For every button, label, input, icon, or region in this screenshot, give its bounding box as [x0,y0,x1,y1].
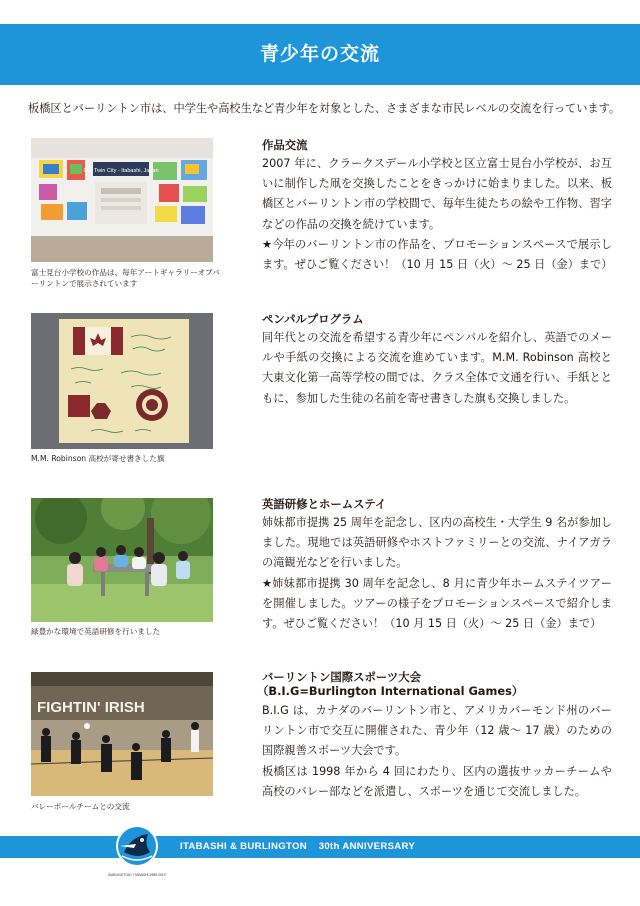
footer-anniversary-text: ITABASHI & BURLINGTON 30th ANNIVERSARY [180,841,416,852]
footer-band [0,836,640,858]
paragraph: ★姉妹都市提携 30 周年を記念し、8 月に青少年ホームステイツアーを開催しました。ツアーの様子をプロモーションスペースで紹介します。ぜひご覧ください！（10 月 15 日（火）～ 25 日（金）まで） [262,576,612,631]
logo-caption: BURLINGTON / ITABASHI 1989-2019 [108,873,166,877]
paragraph: ★今年のバーリントン市の作品を、プロモーションスペースで展示します。ぜひご覧ください！（10 月 15 日（火）～ 25 日（金）まで） [262,237,613,272]
gallery-banner-text: Our Twin City - Itabashi, Japan [83,168,159,174]
section-body-english-training [262,513,612,634]
section-title-big: バーリントン国際スポーツ大会 [262,670,422,684]
volleyball-gym-photo [31,672,213,796]
outdoor-class-photo [31,498,213,622]
header-band [0,24,640,85]
section-title-english-training: 英語研修とホームステイ [262,497,387,511]
paragraph: 板橋区は 1998 年から 4 回にわたり、区内の選抜サッカーチームや高校のバレー部などを派遣し、スポーツを通じて交流しました。 [262,764,612,798]
photo-caption-english-training: 緑豊かな環境で英語研修を行いました [31,627,161,636]
section-body-penpal [262,328,612,409]
section-title-penpal: ペンパルプログラム [262,312,364,326]
section-body-big [262,701,612,802]
section-body-artwork [262,154,612,275]
paragraph: 同年代との交流を希望する青少年にペンパルを紹介し、英語でのメールや手紙の交換による交流を進めています。M.M. Robinson 高校と大東文化第一高等学校の間では、クラス全体で文通を行い、手紙とともに、参加した生徒の名前を寄せ書きした旗も交換しました。 [262,331,612,405]
page-title: 青少年の交流 [259,43,380,65]
artwork-gallery-photo [31,138,213,262]
photo-caption-penpal: M.M. Robinson 高校が寄せ書きした旗 [31,454,165,463]
gym-wall-text: FIGHTIN' IRISH [37,699,145,716]
signed-flag-photo [31,313,213,449]
photo-caption-volleyball: バレーボールチームとの交流 [31,802,130,811]
section-title-artwork: 作品交流 [262,138,308,152]
photo-caption-artwork: 富士見台小学校の作品は、毎年アートギャラリーオブバーリントンで展示されています [31,268,220,288]
intro-text: 板橋区とバーリントン市は、中学生や高校生など青少年を対象とした、さまざまな市民レベルの交流を行っています。 [28,102,621,115]
paragraph: 姉妹都市提携 25 周年を記念し、区内の高校生・大学生 9 名が参加しました。現地では英語研修やホストファミリーとの交流、ナイアガラの滝観光などを行いました。 [262,516,612,570]
paragraph: 2007 年に、クラークスデール小学校と区立富士見台小学校が、お互いに制作した凧を交換したことをきっかけに始まりました。以来、板橋区とバーリントン市の学校間で、毎年生徒たちの絵や工作物、習字などの作品の交換を続けています。 [262,157,612,231]
section-subtitle-big: （B.I.G=Burlington International Games） [257,684,524,698]
paragraph: B.I.G は、カナダのバーリントン市と、アメリカバーモンド州のバーリントン市で交互に開催された、青少年（12 歳～ 17 歳）のための国際親善スポーツ大会です。 [262,704,612,758]
